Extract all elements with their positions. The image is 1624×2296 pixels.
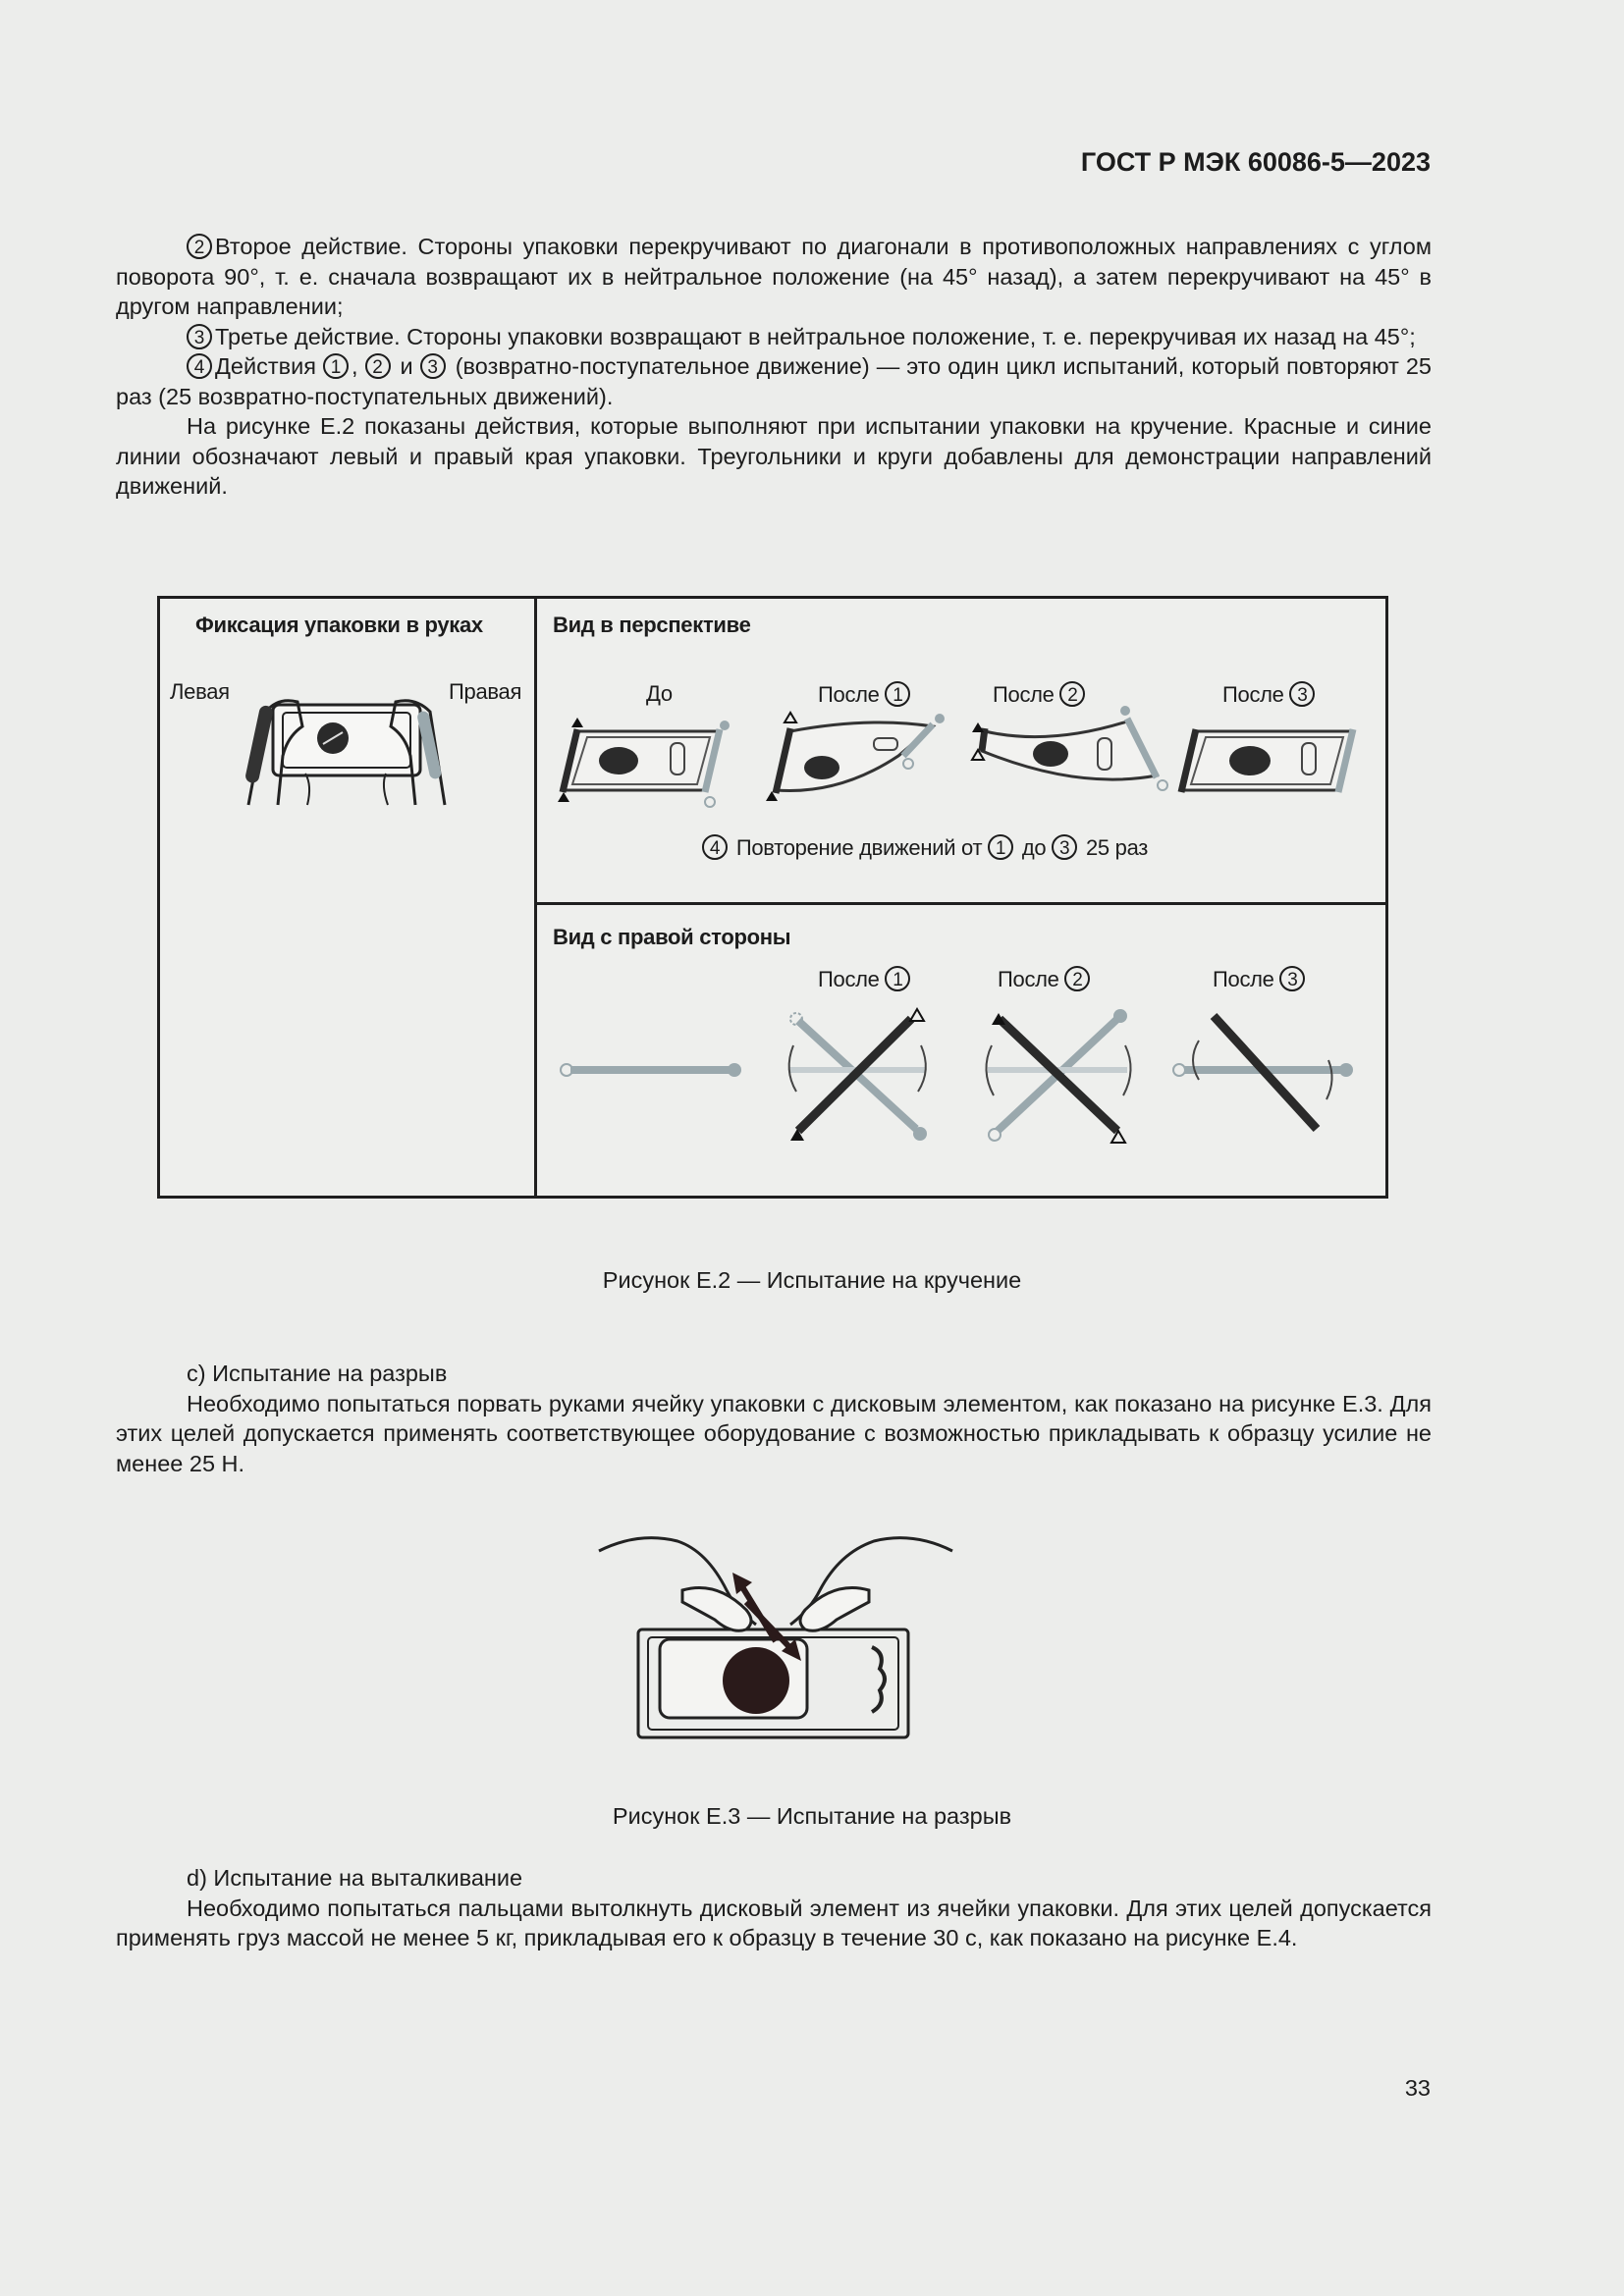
page-number: 33 xyxy=(1404,2075,1431,2101)
figure-divider xyxy=(534,902,1385,905)
side-after-3-label: После 3 xyxy=(1213,966,1308,992)
after-3-label: После 3 xyxy=(1222,681,1318,708)
figure-divider xyxy=(534,599,537,1196)
perspective-panel-title: Вид в перспективе xyxy=(553,613,751,637)
hold-panel-title: Фиксация упаковки в руках xyxy=(195,613,483,637)
paragraph-figure-description: На рисунке Е.2 показаны действия, которые выполняют при испытании упаковки на кручение. Красные и синие линии обозначают левый и правый края упаковки. Треугольники и круги добавлены для демонстрации направлений движений. xyxy=(116,413,1432,499)
paragraph-second-action: 2 Второе действие. Стороны упаковки перекручивают по диагонали в противоположных направлениях с углом поворота 90°, т. е. сначала возвращают их в нейтральное положение (на 45° назад), а затем перекручивают на 45° в другом направлении; xyxy=(116,234,1432,319)
section-d-heading: d) Испытание на выталкивание xyxy=(187,1865,523,1891)
figure-e3-caption: Рисунок Е.3 — Испытание на разрыв xyxy=(612,1803,1012,1829)
package-after-1-illustration xyxy=(761,717,947,805)
repeat-caption: 4 Повторение движений от 1 до 3 25 раз xyxy=(702,834,1148,861)
side-view-before-illustration xyxy=(553,1050,749,1090)
package-before-illustration xyxy=(558,721,725,805)
package-after-3-illustration xyxy=(1176,721,1363,805)
side-after-1-label: После 1 xyxy=(818,966,913,992)
paragraph-cycle: 4 Действия 1 , 2 и 3 (возвратно-поступательное движение) — это один цикл испытаний, который повторяют 25 раз (25 возвратно-поступательных движений). xyxy=(116,353,1432,409)
side-after-2-label: После 2 xyxy=(998,966,1093,992)
circled-number: 3 xyxy=(420,353,446,379)
side-view-after-1-illustration xyxy=(779,1001,936,1148)
side-view-after-2-illustration xyxy=(980,1001,1137,1148)
after-2-label: После 2 xyxy=(993,681,1088,708)
circled-number: 2 xyxy=(187,234,212,259)
figure-e2-torsion xyxy=(157,596,1388,1199)
section-d-text: Необходимо попытаться пальцами вытолкнуть дисковый элемент из ячейки упаковки. Для этих целей допускается применять груз массой не менее 5 кг, прикладывая его к образцу в течение 30 с, как показано на рисунке Е.4. xyxy=(116,1895,1432,1950)
package-after-2-illustration xyxy=(970,697,1186,805)
tear-test-illustration xyxy=(599,1531,952,1747)
circled-number: 2 xyxy=(365,353,391,379)
section-c xyxy=(116,1359,1432,1478)
section-c-heading: с) Испытание на разрыв xyxy=(187,1361,448,1386)
figure-e2-caption: Рисунок Е.2 — Испытание на кручение xyxy=(602,1267,1022,1293)
side-view-panel-title: Вид с правой стороны xyxy=(553,925,791,949)
intro-text xyxy=(116,232,1432,502)
paragraph-third-action: 3 Третье действие. Стороны упаковки возвращают в нейтральное положение, т. е. перекручивая их назад на 45°; xyxy=(116,322,1432,352)
section-c-text: Необходимо попытаться порвать руками ячейку упаковки с дисковым элементом, как показано на рисунке Е.3. Для этих целей допускается применять соответствующее оборудование с возможностью прикладывать к образцу усилие не менее 25 Н. xyxy=(116,1390,1432,1476)
after-1-label: После 1 xyxy=(818,681,913,708)
circled-number: 1 xyxy=(323,353,349,379)
side-view-after-3-illustration xyxy=(1160,1001,1356,1148)
document-header: ГОСТ Р МЭК 60086-5—2023 xyxy=(1080,147,1431,177)
right-label: Правая xyxy=(449,679,522,704)
hands-holding-package-illustration xyxy=(219,687,474,815)
left-label: Левая xyxy=(170,679,230,704)
circled-number: 3 xyxy=(187,324,212,349)
circled-number: 4 xyxy=(187,353,212,379)
section-d xyxy=(116,1863,1432,1953)
before-label: До xyxy=(646,681,673,706)
